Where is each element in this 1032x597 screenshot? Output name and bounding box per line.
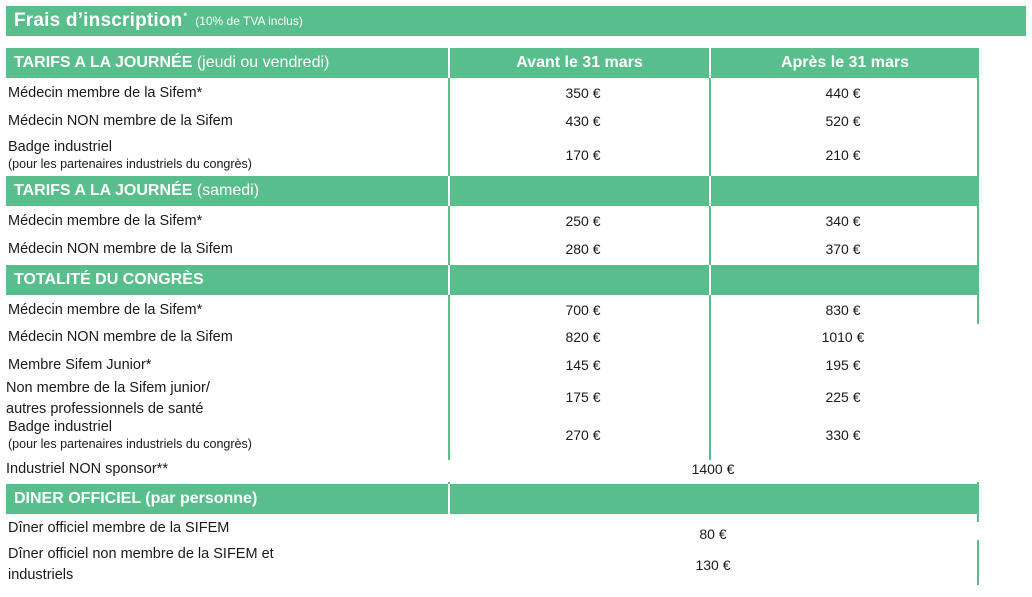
- price-before: 145 €: [565, 357, 601, 373]
- price-before: 175 €: [565, 389, 601, 405]
- price-after: 440 €: [825, 85, 861, 101]
- price-after: 195 €: [825, 357, 861, 373]
- row-label: Dîner officiel non membre de la SIFEM et industriels: [8, 546, 274, 583]
- table-row: [6, 82, 978, 106]
- price-after: 1010 €: [821, 329, 865, 345]
- price-before: 700 €: [565, 302, 601, 318]
- row-label: Médecin NON membre de la Sifem: [8, 241, 233, 257]
- price-merged: 80 €: [699, 526, 727, 542]
- price-after: 520 €: [825, 113, 861, 129]
- row-label: Non membre de la Sifem junior/ autres professionnels de santé: [6, 380, 210, 417]
- price-before: 280 €: [565, 241, 601, 257]
- price-before: 250 €: [565, 213, 601, 229]
- column-header-after: Après le 31 mars: [780, 54, 910, 71]
- table-row: [6, 354, 978, 378]
- price-after: 830 €: [825, 302, 861, 318]
- column-header-before: Avant le 31 mars: [516, 54, 643, 71]
- title-bar: [6, 6, 1026, 36]
- row-label: Industriel NON sponsor**: [6, 461, 168, 477]
- price-after: 370 €: [825, 241, 861, 257]
- price-after: 225 €: [825, 389, 861, 405]
- row-label: Membre Sifem Junior*: [8, 357, 152, 373]
- section-header: [6, 176, 979, 206]
- row-label: Badge industriel (pour les partenaires industriels du congrès): [8, 419, 252, 451]
- row-label: Médecin membre de la Sifem*: [8, 85, 203, 101]
- price-merged: 130 €: [695, 557, 731, 573]
- table-row: [6, 110, 978, 134]
- page-title: Frais d’inscription*: [14, 10, 188, 31]
- price-before: 820 €: [565, 329, 601, 345]
- price-before: 430 €: [565, 113, 601, 129]
- table-row: [6, 458, 978, 482]
- title-note: (10% de TVA inclus): [195, 14, 303, 28]
- section-title: TARIFS A LA JOURNÉE (samedi): [14, 182, 260, 199]
- table-row: [6, 418, 978, 454]
- row-label: Médecin NON membre de la Sifem: [8, 113, 233, 129]
- table-row: [6, 138, 978, 174]
- price-before: 270 €: [565, 427, 601, 443]
- price-after: 340 €: [825, 213, 861, 229]
- price-before: 170 €: [565, 147, 601, 163]
- price-after: 210 €: [825, 147, 861, 163]
- row-label: Médecin NON membre de la Sifem: [8, 329, 233, 345]
- row-label: Dîner officiel membre de la SIFEM: [8, 520, 230, 536]
- table-row: [6, 544, 978, 588]
- table-row: [6, 210, 978, 234]
- table-row: [6, 327, 978, 351]
- table-row: [6, 518, 978, 542]
- table-row: [6, 299, 978, 323]
- section-title: TARIFS A LA JOURNÉE (jeudi ou vendredi): [14, 54, 330, 71]
- section-title: DINER OFFICIEL (par personne): [14, 490, 258, 507]
- table-row: [6, 238, 978, 262]
- section-header: [6, 48, 979, 78]
- section-title: TOTALITÉ DU CONGRÈS: [14, 271, 204, 288]
- row-label: Médecin membre de la Sifem*: [8, 213, 203, 229]
- price-after: 330 €: [825, 427, 861, 443]
- section-header: [6, 484, 979, 514]
- row-label: Badge industriel (pour les partenaires industriels du congrès): [8, 139, 252, 171]
- price-merged: 1400 €: [691, 461, 735, 477]
- price-before: 350 €: [565, 85, 601, 101]
- row-label: Médecin membre de la Sifem*: [8, 302, 203, 318]
- table-row: [6, 378, 978, 418]
- section-header: [6, 265, 979, 295]
